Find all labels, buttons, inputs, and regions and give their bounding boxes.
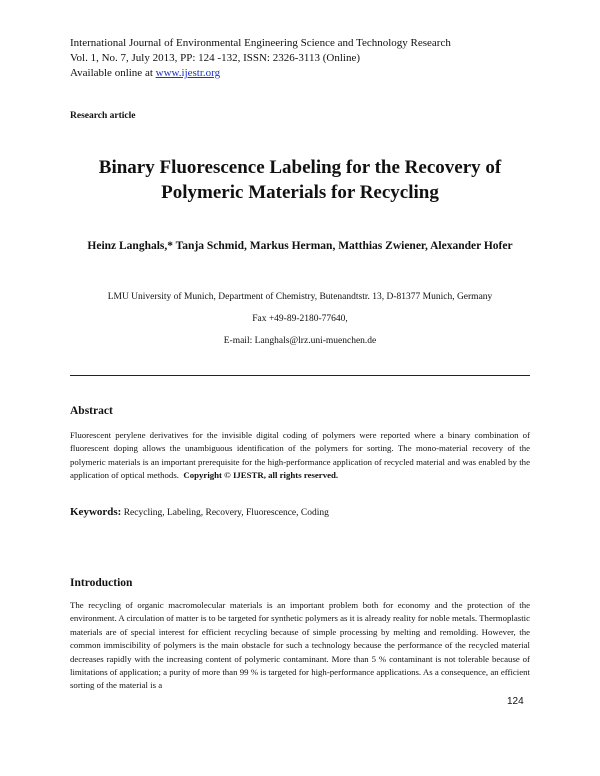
abstract-body: [70, 429, 530, 483]
affiliation-fax: Fax +49-89-2180-77640,: [252, 314, 348, 324]
article-type: Research article: [70, 111, 136, 121]
keywords-list: Recycling, Labeling, Recovery, Fluorescence, Coding: [123, 508, 329, 518]
journal-header: [70, 36, 451, 81]
paper-title: [50, 155, 550, 205]
journal-name: International Journal of Environmental Engineering Science and Technology Research: [70, 37, 451, 49]
section-divider: [70, 375, 530, 376]
journal-volume: Vol. 1, No. 7, July 2013, PP: 124 -132, ISSN: 2326-3113 (Online): [70, 52, 360, 64]
abstract-text: Fluorescent perylene derivatives for the invisible digital coding of polymers were reported where a binary combination of fluorescent doping allows the unambiguous identification of the polymers for sorting. The mono-material recovery of the polymeric materials is an important prerequisite for the high-performance application of recycled material and was enabled by the application of optical methods.: [70, 430, 530, 481]
abstract-heading: Abstract: [70, 405, 113, 417]
journal-website-link[interactable]: www.ijestr.org: [155, 67, 221, 79]
introduction-heading: Introduction: [70, 577, 133, 589]
keywords: [70, 506, 329, 518]
availability-line: [70, 66, 451, 81]
authors: Heinz Langhals,* Tanja Schmid, Markus Herman, Matthias Zwiener, Alexander Hofer: [87, 240, 513, 252]
affiliation-email: E-mail: Langhals@lrz.uni-muenchen.de: [223, 336, 377, 346]
copyright-notice: Copyright © IJESTR, all rights reserved.: [183, 470, 339, 481]
affiliation-address: LMU University of Munich, Department of Chemistry, Butenandtstr. 13, D-81377 Munich, Germany: [107, 292, 493, 302]
introduction-body: The recycling of organic macromolecular materials is an important problem both for economy and the protection of the environment. A circulation of matter is to be targeted for synthetic polymers as it is already reality for noble metals. Thermoplastic materials are of special interest for efficient recycling because of simple processing by melting and remolding. However, the common immiscibility of polymers is the main obstacle for such a technology because the performance of the recycled material decreases rapidly with the increasing content of polymeric contaminant. More than 5 % contaminant is not tolerable because of limitations of application; a purity of more than 99 % is targeted for high-performance applications. As a consequence, an efficient sorting of the material is a: [70, 600, 530, 691]
availability-prefix: Available online at: [70, 67, 156, 79]
keywords-label: Keywords:: [70, 506, 122, 518]
page-number: 124: [507, 696, 524, 707]
title-line-1: Binary Fluorescence Labeling for the Recovery of: [98, 157, 502, 178]
title-line-2: Polymeric Materials for Recycling: [161, 182, 439, 203]
